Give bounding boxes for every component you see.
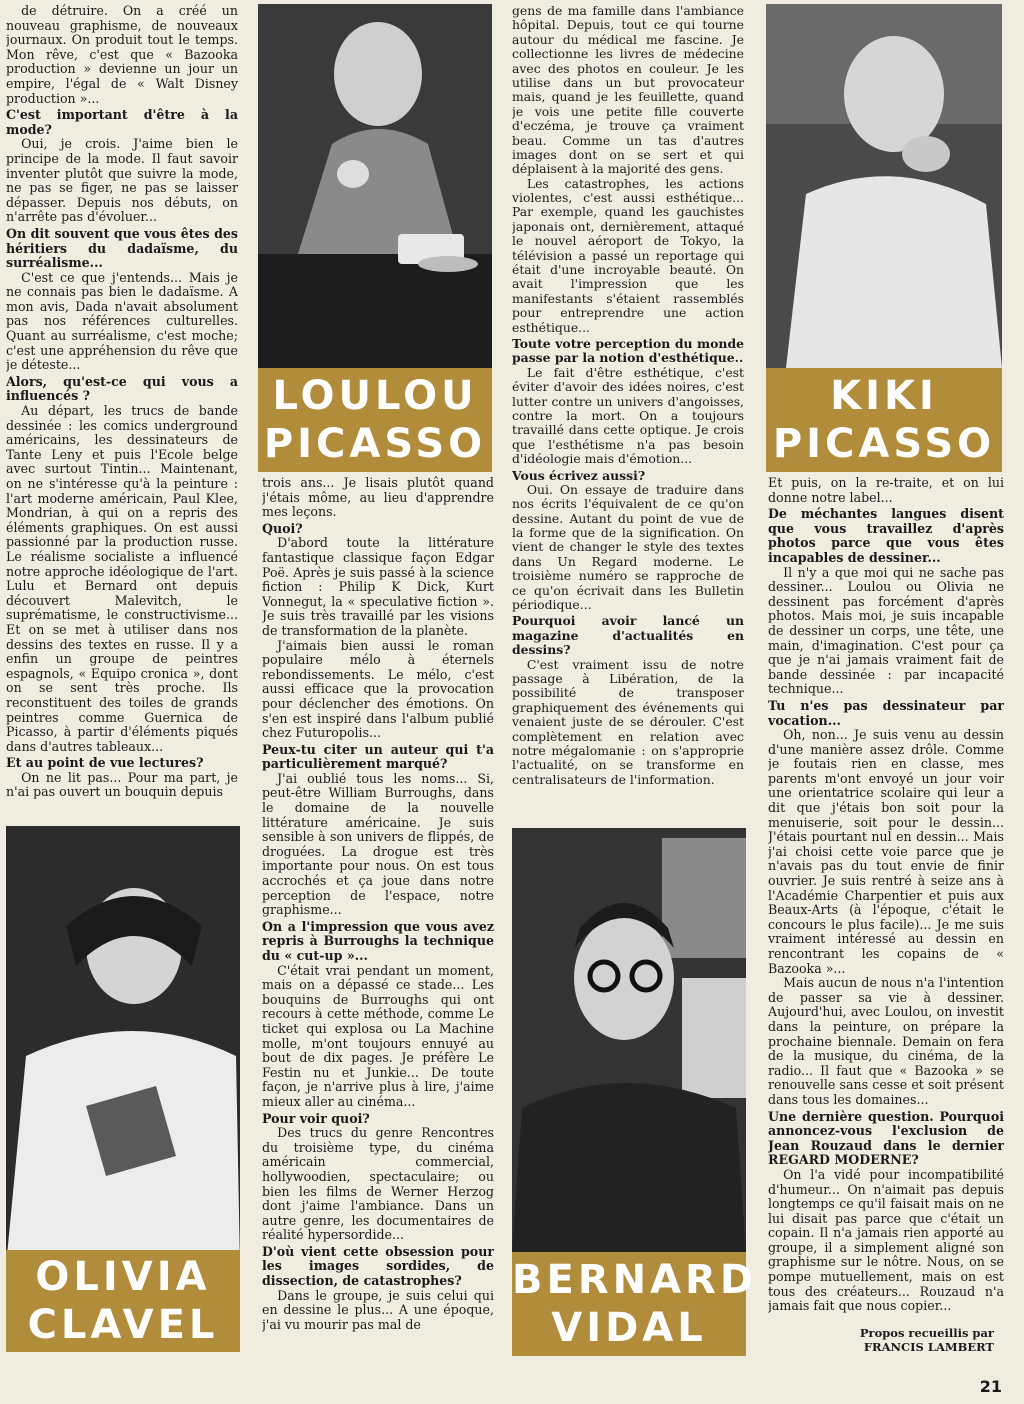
- answer-paragraph: de détruire. On a créé un nouveau graphisme, de nouveaux journaux. On produit tout le temps. Mon rêve, c'est que « Bazooka production » devienne un jour un empire, l'égal de « Walt Disney production »...: [6, 4, 238, 106]
- question: Peux-tu citer un auteur qui t'a particulièrement marqué?: [262, 741, 494, 772]
- photo-loulou-picasso: [258, 4, 492, 368]
- answer-paragraph: Mais aucun de nous n'a l'intention de passer sa vie à dessiner. Aujourd'hui, avec Loulou, on investit dans la peinture, on prépare la prochaine biennale. Demain on fera de la musique, du cinéma, de la radio... Il faut que « Bazooka » se renouvelle sans cesse et soit présent dans tous les domaines...: [768, 975, 1004, 1107]
- answer-paragraph: Et puis, on la re-traite, et on lui donne notre label...: [768, 476, 1004, 505]
- answer-paragraph: C'est vraiment issu de notre passage à Libération, de la possibilité de transposer graphiquement des événements qui venaient juste de se dérouler. C'est complètement en relation avec notre mégalomanie : on s'approprie l'actualité, on se transforme en centralisateurs de l'information.: [512, 656, 744, 787]
- name-olivia-clavel: [6, 1250, 240, 1352]
- column-2: [262, 476, 494, 1402]
- credit-line-1: Propos recueillis par: [859, 1326, 994, 1340]
- name-kiki-picasso: [766, 368, 1002, 472]
- credit-line-2: FRANCIS LAMBERT: [863, 1340, 994, 1354]
- photo-kiki-picasso: [766, 4, 1002, 368]
- photo-bernard-vidal: [512, 828, 746, 1252]
- question: On a l'impression que vous avez repris à Burroughs la technique du « cut-up »...: [262, 918, 494, 963]
- answer-paragraph: Oui, je crois. J'aime bien le principe de la mode. Il faut savoir inventer plutôt que suivre la mode, ne pas se figer, ne pas se laisser dépasser. Depuis nos débuts, on n'arrête pas d'évoluer...: [6, 136, 238, 225]
- answer-paragraph: C'est ce que j'entends... Mais je ne connais pas bien le dadaïsme. A mon avis, Dada n'avait absolument pas nos références culturelles. Quant au surréalisme, c'est moche; c'est une appréhension du rêve que je déteste...: [6, 269, 238, 373]
- name-line: VIDAL: [551, 1305, 707, 1351]
- name-line: KIKI: [830, 373, 938, 419]
- name-line: CLAVEL: [27, 1302, 219, 1348]
- credit: [860, 1326, 994, 1354]
- answer-paragraph: J'aimais bien aussi le roman populaire mélo à éternels rebondissements. Le mélo, c'est aussi efficace que la provocation pour déclencher des émotions. On s'en est inspiré dans l'album publié chez Futuropolis...: [262, 637, 494, 741]
- question: Alors, qu'est-ce qui vous a influencés ?: [6, 373, 238, 404]
- question: Tu n'es pas dessinateur par vocation...: [768, 697, 1004, 728]
- answer-paragraph: trois ans... Je lisais plutôt quand j'étais môme, au lieu d'apprendre mes leçons.: [262, 476, 494, 520]
- question: Vous écrivez aussi?: [512, 467, 646, 483]
- answer-paragraph: Dans le groupe, je suis celui qui en dessine le plus... A une époque, j'ai vu mourir pas mal de: [262, 1287, 494, 1332]
- question: C'est important d'être à la mode?: [6, 107, 238, 137]
- answer-paragraph: gens de ma famille dans l'ambiance hôpital. Depuis, tout ce qui tourne autour du médical me fascine. Je collectionne les livres de médecine avec des photos en couleur. Je les utilise dans un but provocateur mais, quand je les feuillette, quand je vois une petite fille couverte d'eczéma, je trouve ça vraiment beau. Comme un tas d'autres images dont on se sert et qui déplaisent à la majorité des gens.: [512, 4, 744, 177]
- name-line: BERNARD: [512, 1257, 758, 1303]
- name-line: OLIVIA: [35, 1254, 211, 1300]
- name-line: PICASSO: [772, 421, 996, 467]
- answer-paragraph: D'abord toute la littérature fantastique classique façon Edgar Poë. Après je suis passé à la science fiction : Philip K Dick, Kurt Vonnegut, la « speculative fiction ». Je suis très travaillé par les visions de transformation de la planète.: [262, 535, 494, 638]
- answer-paragraph: Le fait d'être esthétique, c'est éviter d'avoir des idées noires, c'est lutter contre un univers d'angoisses, contre la mort. On a toujours travaillé dans cette optique. Je crois que l'esthétisme n'a pas besoin d'idéologie mais d'émotion...: [512, 364, 744, 467]
- answer-paragraph: On ne lit pas... Pour ma part, je n'ai pas ouvert un bouquin depuis: [6, 769, 238, 800]
- question: Quoi?: [262, 520, 303, 536]
- name-bernard-vidal: [512, 1252, 758, 1356]
- answer-paragraph: Les catastrophes, les actions violentes, c'est aussi esthétique... Par exemple, quand les gauchistes japonais ont, dernièrement, attaqué le nouvel aéroport de Tokyo, la télévision a passé un reportage qui était d'une incroyable beauté. On avait l'impression que les manifestants s'étaient rassemblés pour entreprendre une action esthétique...: [512, 175, 744, 335]
- answer-paragraph: Oui. On essaye de traduire dans nos écrits l'équivalent de ce qu'on dessine. Autant du point de vue de la forme que de la signification. On vient de changer le style des textes dans Un Regard moderne. Le troisième numéro se rapproche de ce qu'on écrivait dans les Bulletin périodique...: [512, 481, 744, 613]
- column-3: [512, 4, 744, 816]
- question: Et au point de vue lectures?: [6, 755, 204, 771]
- answer-paragraph: On l'a vidé pour incompatibilité d'humeur... On n'aimait pas depuis longtemps ce qu'il faisait mais on ne lui disait pas parce que c'était un copain. Il n'a jamais rien apporté au groupe, il a simplement aligné son graphisme sur le nôtre. Nous, on se pompe mutuellement, mais on est tous des créateurs... Rouzaud n'a jamais fait que nous copier...: [768, 1166, 1004, 1314]
- question: De méchantes langues disent que vous travaillez d'après photos parce que vous êtes incapables de dessiner...: [768, 506, 1004, 565]
- name-loulou-picasso: [258, 368, 492, 472]
- answer-paragraph: Oh, non... Je suis venu au dessin d'une manière assez drôle. Comme je foutais rien en classe, mes parents m'ont envoyé un jour voir une orientatrice scolaire qui leur a dit que j'étais bon soit pour la menuiserie, soit pour le dessin... J'étais pourtant nul en dessin... Mais j'ai choisi cette voie parce que je n'avais pas du tout envie de finir ouvrier. Je suis rentré à seize ans à l'Académie Charpentier et puis aux Beaux-Arts (à l'époque, c'était le concours le plus facile)... Je me suis vraiment intéressé au dessin en rencontrant les copains de « Bazooka »...: [768, 727, 1004, 976]
- answer-paragraph: Au départ, les trucs de bande dessinée : les comics underground américains, les dessinateurs de Tante Leny et puis l'Ecole belge avec surtout Tintin... Maintenant, on ne s'intéresse qu'à la peinture : l'art moderne américain, Paul Klee, Mondrian, à qui on a repris des éléments graphiques. On est aussi passionné par la production russe. Le réalisme socialiste a influencé notre approche idéologique de l'art. Lulu et Bernard ont depuis découvert Malevitch, le suprématisme, le constructivisme... Et on se met à utiliser dans nos dessins des textes en russe. Il y a enfin un groupe de peintres espagnols, « Equipo cronica », dont on se sent très proche. Ils reconstituent des toiles de grands peintres comme Guernica de Picasso, à partir d'éléments piqués dans d'autres tableaux...: [6, 403, 238, 754]
- page-number: 21: [979, 1377, 1002, 1396]
- question: Une dernière question. Pourquoi annoncez-vous l'exclusion de Jean Rouzaud dans le dernier REGARD MODERNE?: [768, 1108, 1004, 1168]
- question: Pourquoi avoir lancé un magazine d'actualités en dessins?: [512, 613, 744, 658]
- column-1: [6, 4, 238, 810]
- question: Toute votre perception du monde passe par la notion d'esthétique..: [512, 335, 744, 366]
- name-line: PICASSO: [263, 421, 487, 467]
- name-line: LOULOU: [272, 373, 478, 419]
- answer-paragraph: Des trucs du genre Rencontres du troisième type, du cinéma américain commercial, hollywoodien, spectaculaire; ou bien les films de Werner Herzog dont j'aime l'ambiance. Dans un autre genre, les documentaires de réalité hypersordide...: [262, 1125, 494, 1243]
- question: Pour voir quoi?: [262, 1110, 370, 1126]
- question: D'où vient cette obsession pour les images sordides, de dissection, de catastrophes?: [262, 1243, 494, 1289]
- answer-paragraph: Il n'y a que moi qui ne sache pas dessiner... Loulou ou Olivia ne dessinent pas forcément d'après photos. Mais moi, je suis incapable de dessiner un corps, une tête, une main, d'imagination. C'est pour ça que je n'ai jamais vraiment fait de bande dessinée : par incapacité technique...: [768, 564, 1004, 697]
- answer-paragraph: C'était vrai pendant un moment, mais on a dépassé ce stade... Les bouquins de Burroughs qui ont recours à cette méthode, comme Le ticket qui explosa ou La Machine molle, m'ont toujours ennuyé au bout de dix pages. Je préfère Le Festin nu et Junkie... De toute façon, je n'arrive plus à lire, j'aime mieux aller au cinéma...: [262, 962, 494, 1109]
- question: On dit souvent que vous êtes des héritiers du dadaïsme, du surréalisme...: [6, 225, 238, 271]
- photo-olivia-clavel: [6, 826, 240, 1266]
- answer-paragraph: J'ai oublié tous les noms... Si, peut-être William Burroughs, dans le domaine de la nouvelle littérature américaine. Je suis sensible à son univers de flippés, de droguées. La drogue est très importante pour nous. On est tous accrochés et ça joue dans notre perception de l'espace, notre graphisme...: [262, 770, 494, 918]
- column-4: [768, 476, 1004, 1326]
